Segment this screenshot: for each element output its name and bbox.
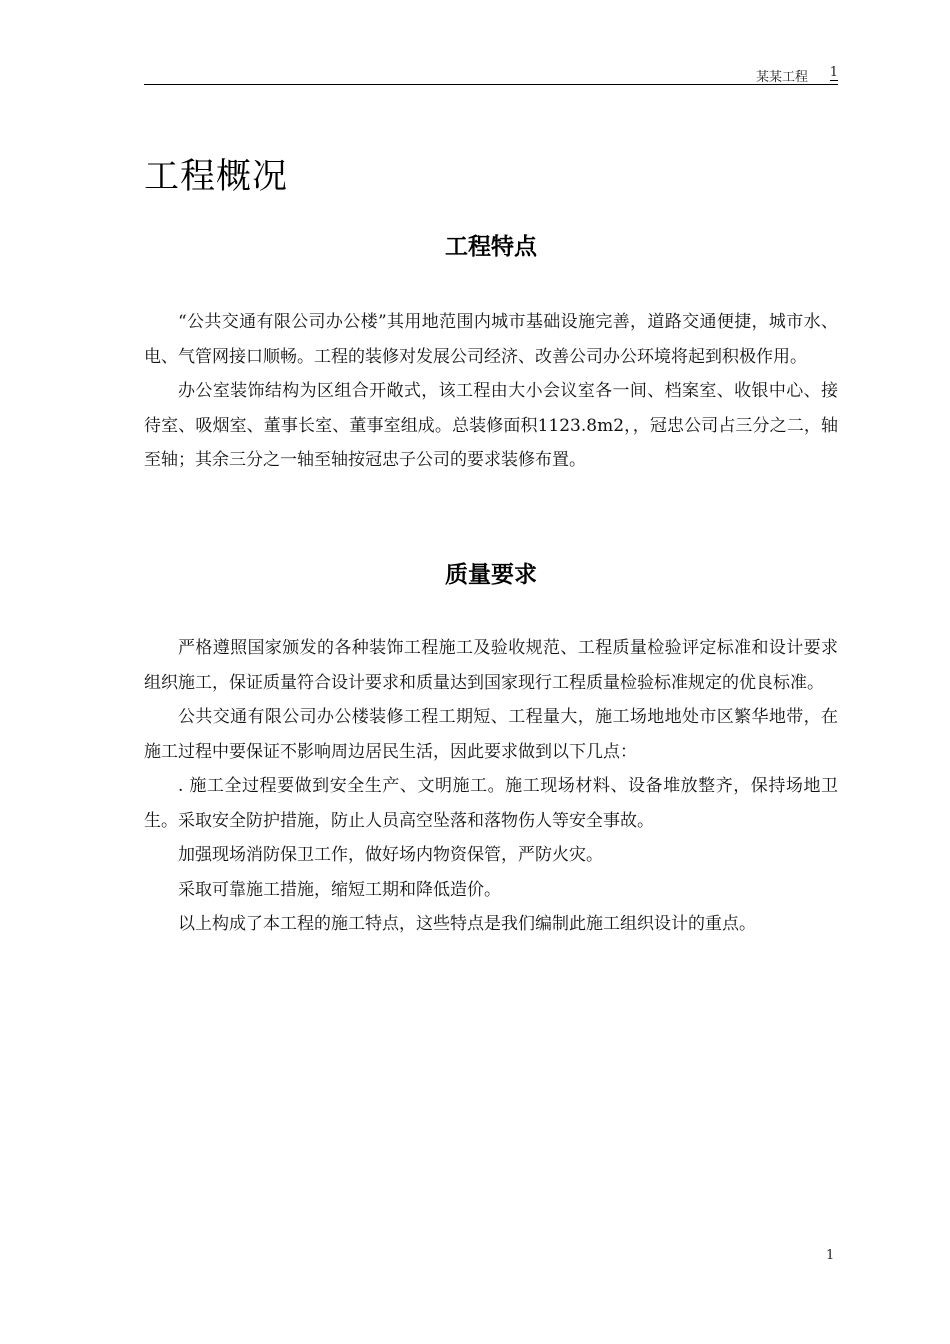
header-page-number: 1 bbox=[829, 65, 838, 80]
paragraph: 以上构成了本工程的施工特点，这些特点是我们编制此施工组织设计的重点。 bbox=[178, 914, 756, 934]
paragraph: . 施工全过程要做到安全生产、文明施工。施工现场材料、设备堆放整齐，保持场地卫生。采取安全防护措施，防止人员高空坠落和落物伤人等安全事故。 bbox=[144, 776, 838, 831]
section-body-quality bbox=[144, 631, 838, 942]
paragraph: 办公室装饰结构为区组合开敞式，该工程由大小会议室各一间、档案室、收银中心、接待室、吸烟室、董事长室、董事室组成。总装修面积1123.8m2，，冠忠公司占三分之二，轴至轴；其余三分之一轴至轴按冠忠子公司的要求装修布置。 bbox=[144, 381, 838, 470]
section-heading-quality: 质量要求 bbox=[445, 562, 537, 588]
paragraph: 公共交通有限公司办公楼装修工程工期短、工程量大，施工场地地处市区繁华地带，在施工过程中要保证不影响周边居民生活，因此要求做到以下几点： bbox=[144, 707, 838, 762]
footer-page-number: 1 bbox=[826, 1248, 835, 1263]
section-body-features bbox=[144, 305, 838, 478]
paragraph: 严格遵照国家颁发的各种装饰工程施工及验收规范、工程质量检验评定标准和设计要求组织施工，保证质量符合设计要求和质量达到国家现行工程质量检验标准规定的优良标准。 bbox=[144, 638, 838, 693]
header-title: 某某工程 bbox=[755, 70, 808, 85]
section-heading-features: 工程特点 bbox=[445, 234, 537, 260]
paragraph: 加强现场消防保卫工作，做好场内物资保管，严防火灾。 bbox=[178, 845, 603, 865]
paragraph: 采取可靠施工措施，缩短工期和降低造价。 bbox=[178, 879, 501, 900]
document-title: 工程概况 bbox=[144, 157, 289, 197]
page-header bbox=[144, 64, 838, 85]
paragraph: “公共交通有限公司办公楼”其用地范围内城市基础设施完善，道路交通便捷，城市水、电、气管网接口顺畅。工程的装修对发展公司经济、改善公司办公环境将起到积极作用。 bbox=[144, 312, 838, 367]
